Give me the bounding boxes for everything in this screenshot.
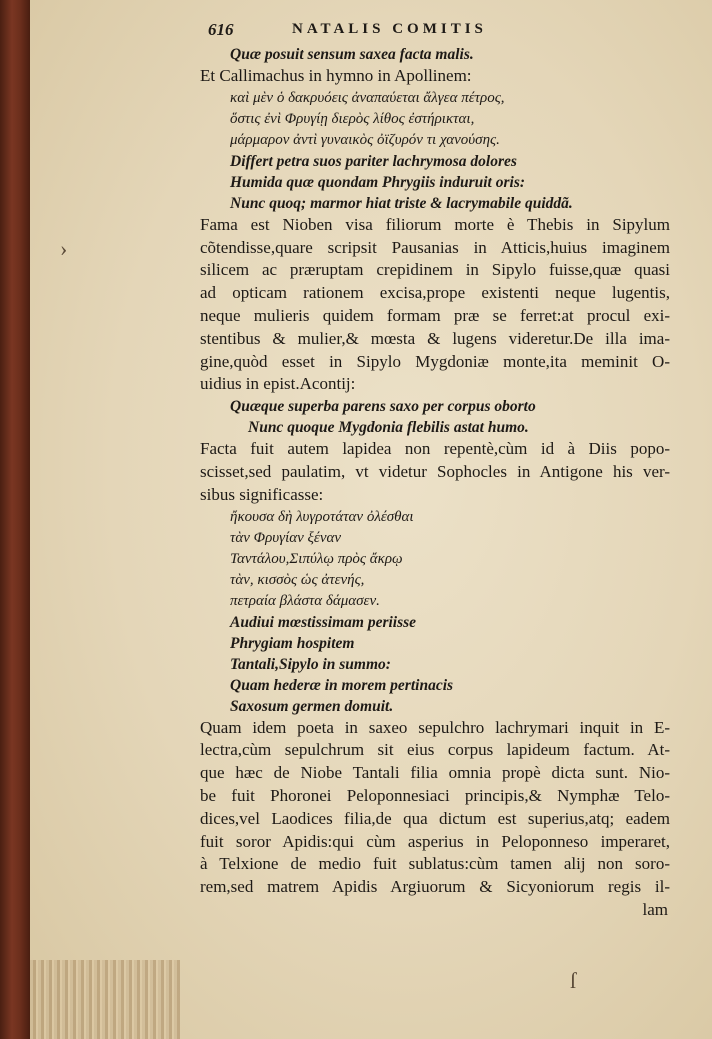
greek-verse-line: Ταντάλου,Σιπύλῳ πρὸς ἄκρῳ bbox=[230, 550, 403, 567]
page-text bbox=[200, 22, 670, 922]
verse-line: Tantali,Sipylo in summo: bbox=[230, 655, 391, 673]
verse-line: Quam hederæ in morem pertinacis bbox=[230, 676, 454, 694]
text-line: ad opticam rationem excisa,prope existenti neque lugentis, bbox=[200, 283, 670, 303]
verse-line: Saxosum germen domuit. bbox=[230, 697, 394, 715]
text-line: stentibus & mulier,& mœsta & lugens videretur.De illa ima- bbox=[200, 328, 670, 348]
greek-verse-line: τὰν Φρυγίαν ξέναν bbox=[230, 529, 342, 546]
greek-verse-line: μάρμαρον ἀντὶ γυναικὸς ὀϊζυρόν τι χανούσης. bbox=[230, 131, 500, 148]
text-line: be fuit Phoronei Peloponnesiaci principis,& Nymphæ Telo- bbox=[200, 785, 670, 805]
page-number: 616 bbox=[208, 20, 234, 39]
margin-mark: › bbox=[60, 236, 68, 261]
text-line: à Telxione de medio fuit sublatus:cùm tamen alij non soro- bbox=[200, 854, 670, 874]
running-title: NATALIS COMITIS bbox=[292, 21, 487, 37]
text-line: lectra,cùm sepulchrum sit eius corpus lapideum factum. At- bbox=[200, 740, 670, 760]
catchword: lam bbox=[642, 899, 668, 919]
text-line: gine,quòd esset in Sipylo Mygdoniæ monte,ita meminit O- bbox=[200, 351, 670, 371]
book-binding bbox=[0, 0, 34, 1039]
text-line: que hæc de Niobe Tantali filia omnia propè dicta sunt. Nio- bbox=[200, 763, 670, 783]
greek-verse-line: καὶ μὲν ὁ δακρυόεις ἀναπαύεται ἄλγεα πέτρος, bbox=[230, 89, 505, 106]
greek-verse-line: πετραία βλάστα δάμασεν. bbox=[230, 592, 380, 609]
verse-line: Audiui mœstissimam periisse bbox=[230, 613, 417, 631]
text-line: Facta fuit autem lapidea non repentè,cùm id à Diis popo- bbox=[200, 439, 670, 459]
text-line: Et Callimachus in hymno in Apollinem: bbox=[200, 66, 472, 85]
verse-line: Quæ posuit sensum saxea facta malis. bbox=[230, 46, 474, 63]
text-line: rem,sed matrem Apidis Argiuorum & Sicyoniorum regis il- bbox=[200, 877, 670, 897]
verse-line: Humida quæ quondam Phrygiis induruit oris: bbox=[230, 173, 526, 191]
margin-mark: ſ bbox=[570, 968, 577, 993]
text-line: dices,vel Laodices filia,de qua dictum est superius,atq; eadem bbox=[200, 808, 670, 828]
text-line: silicem ac præruptam crepidinem in Sipylo fuisse,quæ quasi bbox=[200, 260, 670, 280]
text-line: Quam idem poeta in saxeo sepulchro lachrymari inquit in E- bbox=[200, 717, 670, 737]
text-line: scisset,sed paulatim, vt videtur Sophocles in Antigone his ver- bbox=[200, 461, 670, 481]
verse-line: Phrygiam hospitem bbox=[230, 634, 355, 652]
verse-line: Quæque superba parens saxo per corpus oborto bbox=[230, 398, 536, 416]
verse-line: Differt petra suos pariter lachrymosa dolores bbox=[230, 152, 517, 170]
greek-verse-line: ἤκουσα δὴ λυγροτάταν ὀλέσθαι bbox=[230, 508, 414, 525]
text-line: uidius in epist.Acontij: bbox=[200, 374, 356, 394]
verse-line: Nunc quoq; marmor hiat triste & lacrymabile quiddã. bbox=[230, 194, 573, 212]
text-line: Fama est Nioben visa filiorum morte è Thebis in Sipylum bbox=[200, 214, 670, 234]
greek-verse-line: ὅστις ἐνὶ Φρυγίῃ διερὸς λίθος ἐστήρικται, bbox=[230, 110, 475, 127]
greek-verse-line: τὰν, κισσὸς ὡς ἀτενής, bbox=[230, 571, 365, 588]
page-edge-stain bbox=[30, 960, 180, 1039]
text-line: neque mulieris quidem formam præ se ferret:at procul exi- bbox=[200, 305, 670, 325]
text-line: fuit soror Apidis:qui cùm asperius in Peloponneso imperaret, bbox=[200, 831, 670, 851]
verse-line: Nunc quoque Mygdonia flebilis astat humo. bbox=[248, 419, 529, 437]
text-line: sibus significasse: bbox=[200, 484, 324, 504]
text-line: cõtendisse,quare scripsit Pausanias in Atticis,huius imaginem bbox=[200, 237, 670, 257]
page-header bbox=[200, 22, 670, 44]
